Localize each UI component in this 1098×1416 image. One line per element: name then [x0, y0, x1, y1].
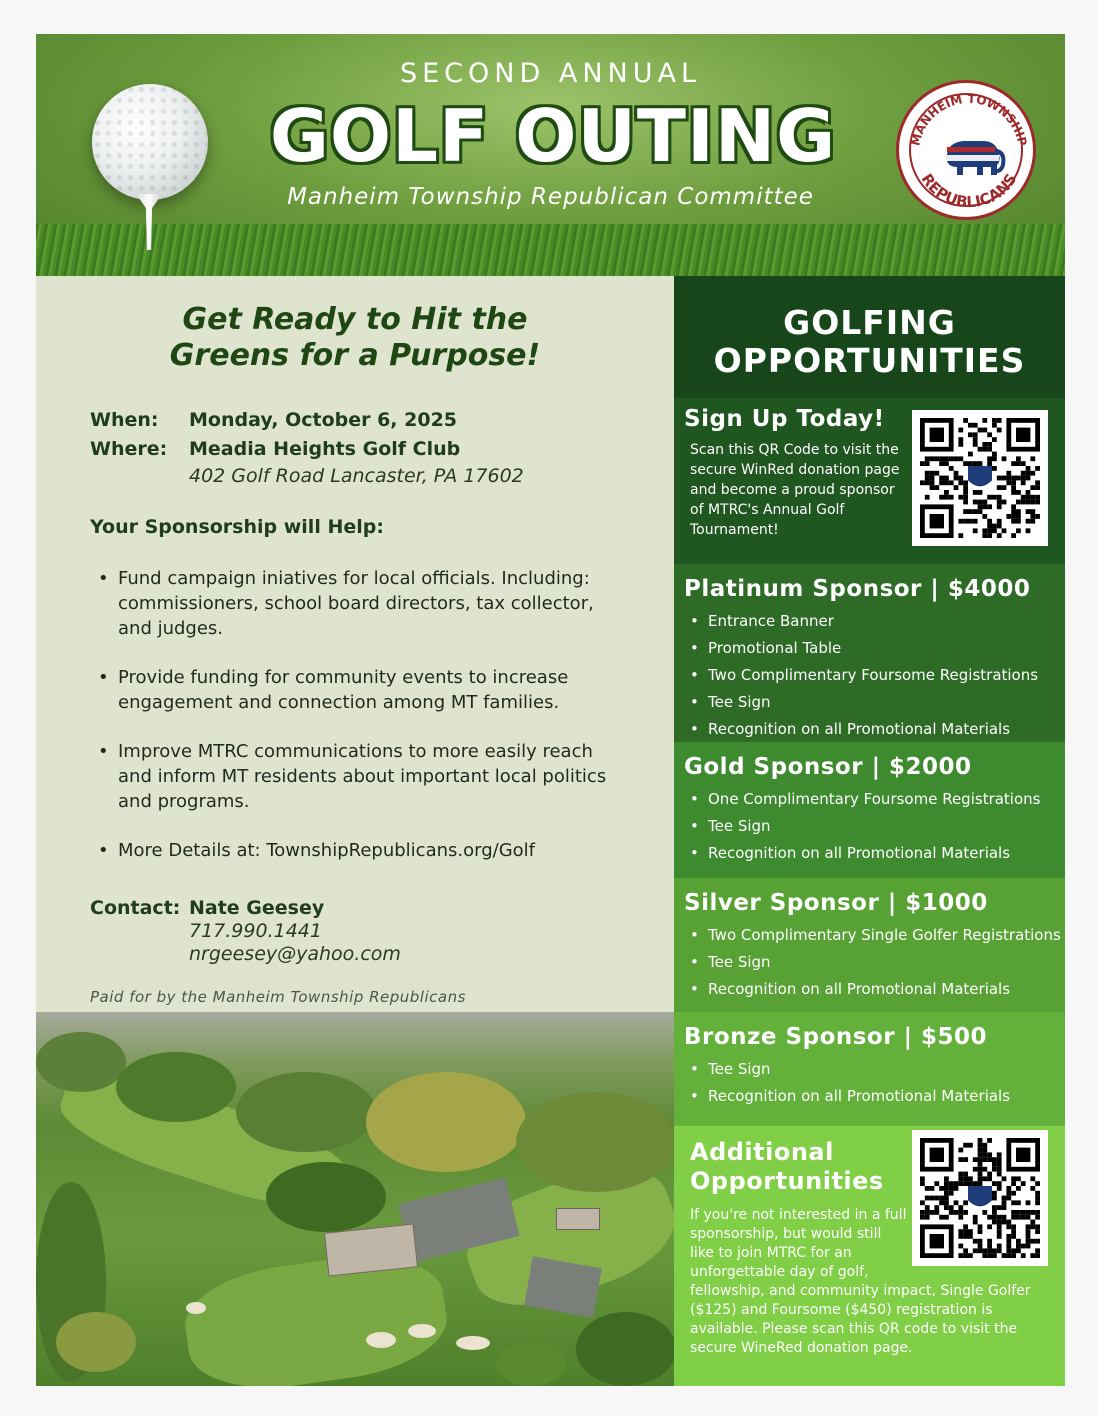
- platinum-title: Platinum Sponsor | $4000: [684, 576, 1031, 602]
- header-banner: [36, 34, 1065, 276]
- opportunities-panel: [674, 276, 1065, 1386]
- contact-email[interactable]: nrgeesey@yahoo.com: [189, 943, 401, 965]
- list-item: • Fund campaign iniatives for local officials. Including: commissioners, school board directors, tax collector, and judges.: [98, 566, 618, 641]
- when-value: Monday, October 6, 2025: [189, 409, 458, 431]
- list-item: • Tee Sign: [690, 689, 1065, 716]
- list-item: • Improve MTRC communications to more easily reach and inform MT residents about important local politics and programs.: [98, 739, 618, 814]
- list-item: • One Complimentary Foursome Registrations: [690, 786, 1065, 813]
- event-details-panel: [36, 276, 674, 1012]
- list-item: • Promotional Table: [690, 635, 1065, 662]
- contact-name: Nate Geesey: [189, 897, 325, 919]
- list-item: • Tee Sign: [690, 1056, 1065, 1083]
- silver-title: Silver Sponsor | $1000: [684, 890, 988, 916]
- paid-for-disclaimer: Paid for by the Manheim Township Republicans: [90, 988, 466, 1006]
- contact-phone[interactable]: 717.990.1441: [189, 920, 322, 942]
- flyer-page: [36, 34, 1065, 1386]
- help-heading: Your Sponsorship will Help:: [90, 516, 384, 538]
- grass-strip: [36, 224, 1065, 276]
- gold-section: [674, 742, 1065, 878]
- golf-ball-icon: [92, 84, 208, 200]
- header-kicker: SECOND ANNUAL: [399, 58, 701, 89]
- signup-text: Scan this QR Code to visit the secure WinRed donation page and become a proud sponsor of MTRC's Annual Golf Tournament!: [690, 442, 900, 538]
- platinum-section: [674, 564, 1065, 742]
- list-item: • Recognition on all Promotional Materials: [690, 840, 1065, 867]
- header-title: GOLF OUTING: [269, 94, 837, 178]
- help-list: [98, 566, 618, 887]
- where-address: 402 Golf Road Lancaster, PA 17602: [189, 465, 524, 487]
- signup-section: [674, 398, 1065, 564]
- opportunities-heading: GOLFING OPPORTUNITIES: [674, 276, 1065, 398]
- list-item: • Recognition on all Promotional Materials: [690, 716, 1065, 743]
- list-item: • Two Complimentary Foursome Registrations: [690, 662, 1065, 689]
- logo-seal-icon: [899, 83, 1039, 223]
- gold-title: Gold Sponsor | $2000: [684, 754, 972, 780]
- when-label: When:: [90, 409, 159, 431]
- contact-label: Contact:: [90, 897, 181, 919]
- signup-title: Sign Up Today!: [684, 406, 885, 432]
- additional-text: If you're not interested in a full sponsorship, but would still like to join MTRC for an unforgettable day of golf, fellowship, and community impact, Single Golfer ($125) and Foursome ($450) registration is available. Please scan this QR code to visit the secure WineRed donation page.: [690, 1207, 1031, 1356]
- svg-text:REPUBLICANS: REPUBLICANS: [917, 170, 1021, 212]
- bronze-title: Bronze Sponsor | $500: [684, 1024, 988, 1050]
- signup-qr-code[interactable]: [912, 410, 1048, 546]
- event-info: [90, 406, 524, 488]
- republicans-logo: [896, 80, 1036, 220]
- list-item: • Tee Sign: [690, 949, 1065, 976]
- list-item: • Recognition on all Promotional Materials: [690, 976, 1065, 1003]
- bronze-section: [674, 1012, 1065, 1126]
- where-value: Meadia Heights Golf Club: [189, 438, 461, 460]
- where-label: Where:: [90, 438, 168, 460]
- details-link[interactable]: • More Details at: TownshipRepublicans.org/Golf: [98, 838, 618, 863]
- list-item: • Provide funding for community events to increase engagement and connection among MT families.: [98, 665, 618, 715]
- qr-code-icon: [920, 418, 1040, 538]
- list-item: • Recognition on all Promotional Materials: [690, 1083, 1065, 1110]
- list-item: • Entrance Banner: [690, 608, 1065, 635]
- silver-section: [674, 878, 1065, 1012]
- tagline: Get Ready to Hit the Greens for a Purpose!: [169, 302, 541, 373]
- additional-section: [674, 1126, 1065, 1386]
- svg-text:MANHEIM TOWNSHIP: MANHEIM TOWNSHIP: [908, 91, 1030, 148]
- aerial-golf-course-image: [36, 1012, 674, 1386]
- header-subtitle: Manheim Township Republican Committee: [287, 184, 814, 210]
- contact-block: [90, 896, 401, 966]
- additional-title: Additional Opportunities: [690, 1138, 884, 1195]
- list-item: • Two Complimentary Single Golfer Registrations: [690, 922, 1065, 949]
- list-item: • Tee Sign: [690, 813, 1065, 840]
